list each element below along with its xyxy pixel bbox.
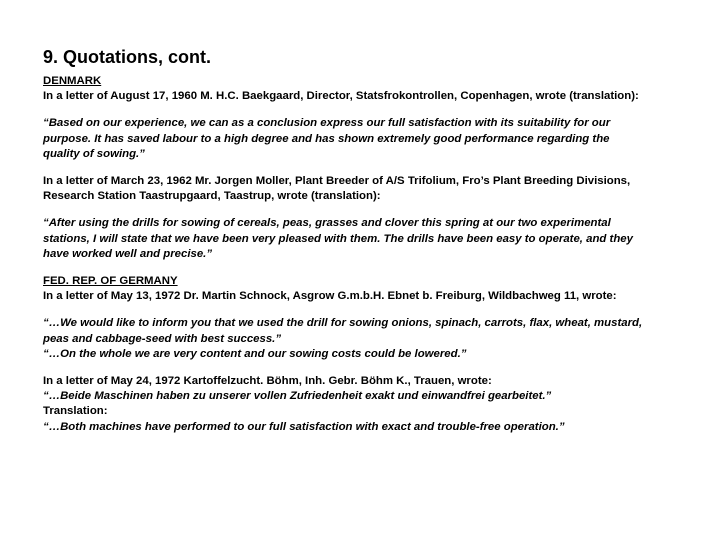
quote-line: have worked well and precise.” (43, 247, 213, 260)
section-heading-denmark: DENMARK (43, 75, 102, 87)
letter-intro: In a letter of May 13, 1972 Dr. Martin Schnock, Asgrow G.m.b.H. Ebnet b. Freiburg, Wildbachweg 11, wrote: (43, 290, 617, 303)
translation-label: Translation: (43, 405, 108, 418)
quote-line: stations, I will state that we have been very pleased with them. The drills have been easy to operate, and they (43, 232, 633, 245)
quote-line: “…We would like to inform you that we used the drill for sowing onions, spinach, carrots, flax, wheat, mustard, (43, 317, 643, 330)
quote-line: “…Both machines have performed to our full satisfaction with exact and trouble-free operation.” (43, 420, 565, 433)
letter-intro: Research Station Taastrupgaard, Taastrup, wrote (translation): (43, 190, 381, 203)
quote-line: “Based on our experience, we can as a conclusion express our full satisfaction with its suitability for our (43, 117, 611, 130)
section-heading-germany: FED. REP. OF GERMANY (43, 275, 178, 288)
letter-intro: In a letter of May 24, 1972 Kartoffelzucht. Böhm, Inh. Gebr. Böhm K., Trauen, wrote: (43, 375, 492, 388)
quote-line: “…On the whole we are very content and our sowing costs could be lowered.” (43, 347, 467, 360)
spacer (43, 204, 683, 216)
quote-line: quality of sowing.” (43, 147, 145, 160)
page-title: 9. Quotations, cont. (43, 47, 212, 67)
quotations-body (43, 74, 683, 435)
spacer (43, 262, 683, 274)
quote-line: “After using the drills for sowing of cereals, peas, grasses and clover this spring at our two experimental (43, 217, 611, 230)
letter-intro: In a letter of March 23, 1962 Mr. Jorgen Moller, Plant Breeder of A/S Trifolium, Fro’s Plant Breeding Divisions, (43, 175, 631, 188)
spacer (43, 162, 683, 174)
spacer (43, 304, 683, 316)
letter-intro: In a letter of August 17, 1960 M. H.C. Baekgaard, Director, Statsfrokontrollen, Copenhagen, wrote (translation): (43, 90, 639, 103)
quote-line: peas and cabbage-seed with best success.” (43, 332, 282, 345)
quote-line: purpose. It has saved labour to a high degree and has shown extremely good performance regarding the (43, 132, 610, 145)
spacer (43, 362, 683, 374)
spacer (43, 104, 683, 116)
quote-line: “…Beide Maschinen haben zu unserer vollen Zufriedenheit exakt und einwandfrei gearbeitet.” (43, 390, 552, 403)
